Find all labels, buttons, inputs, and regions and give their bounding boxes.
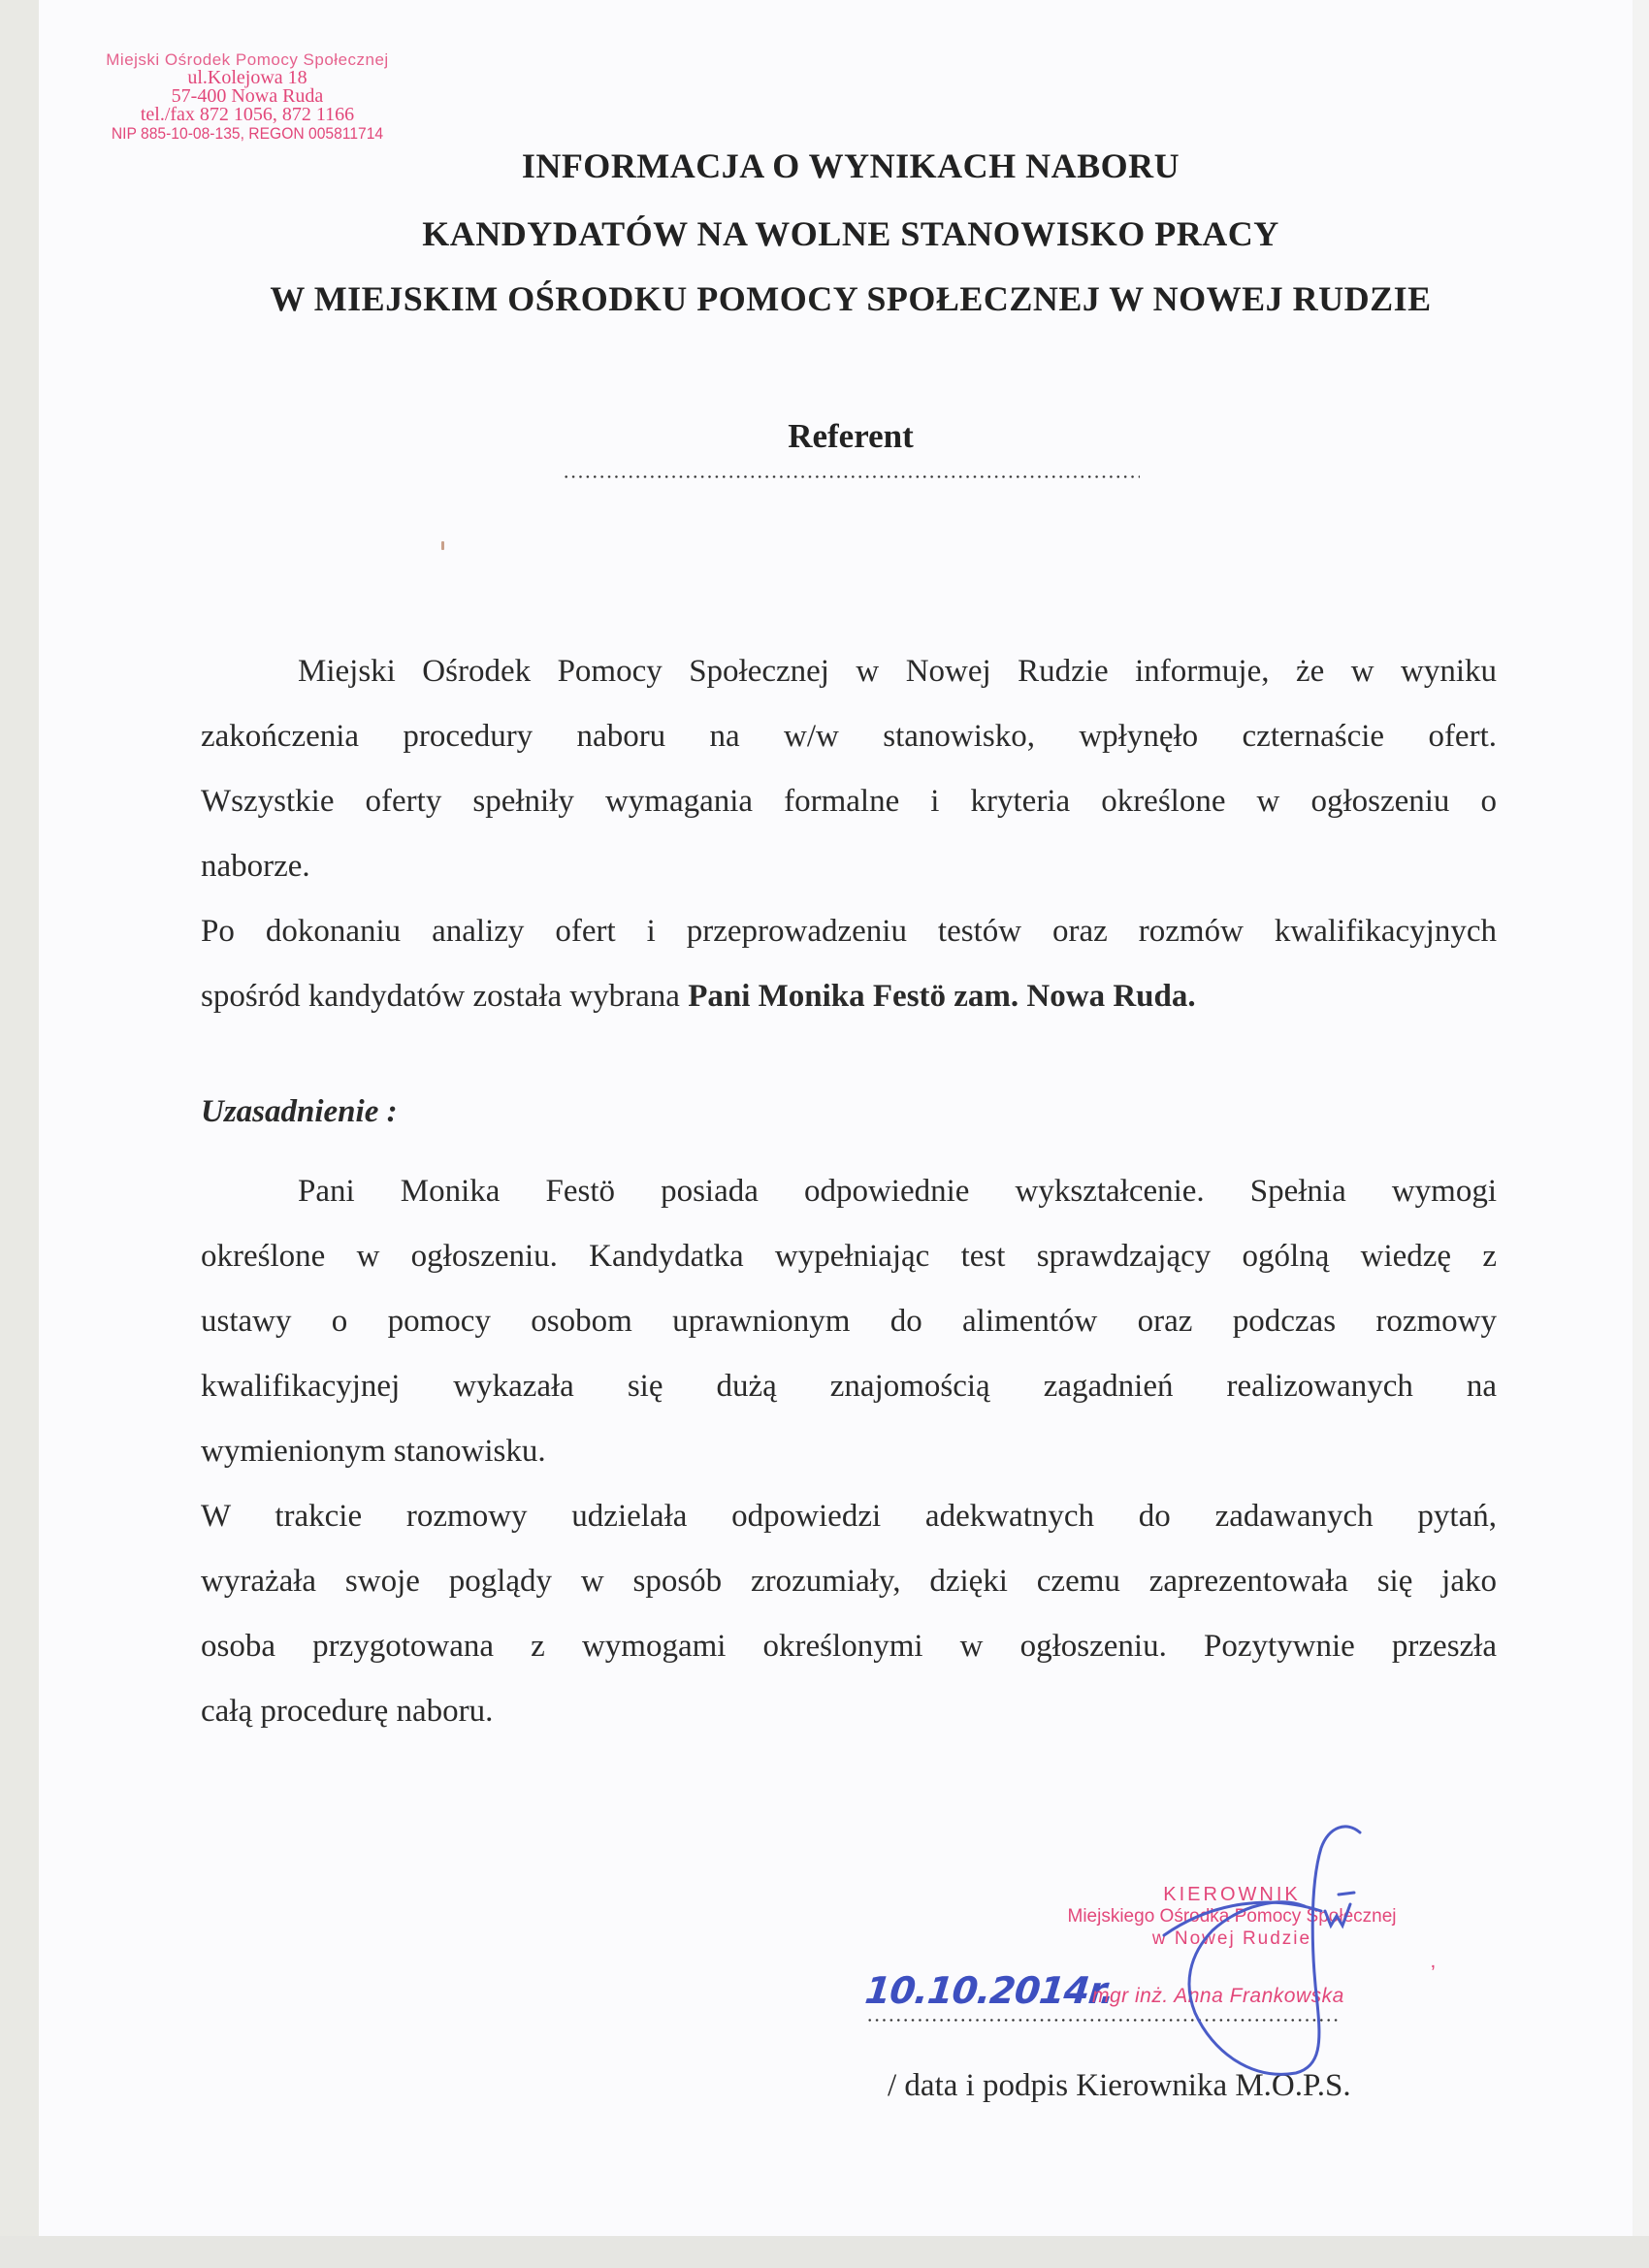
director-stamp-org: Miejskiego Ośrodka Pomocy Społecznej: [1067, 1906, 1397, 1927]
document-title-line-1: INFORMACJA O WYNIKACH NABORU: [521, 146, 1180, 185]
paragraph-line: Miejski Ośrodek Pomocy Społecznej w Nowej Rudzie informuje, że w wyniku: [298, 654, 1497, 689]
director-stamp-city: w Nowej Rudzie: [1151, 1928, 1312, 1949]
paragraph-line: kwalifikacyjnej wykazała się dużą znajomością zagadnień realizowanych na: [201, 1369, 1497, 1404]
document-title-line-2: KANDYDATÓW NA WOLNE STANOWISKO PRACY: [422, 214, 1279, 253]
paragraph-line: Po dokonaniu analizy ofert i przeprowadzeniu testów oraz rozmów kwalifikacyjnych: [201, 914, 1497, 949]
paragraph-line: Pani Monika Festö posiada odpowiednie wykształcenie. Spełnia wymogi: [298, 1174, 1497, 1209]
document-title-line-3: W MIEJSKIM OŚRODKU POMOCY SPOŁECZNEJ W NOWEJ RUDZIE: [270, 279, 1432, 318]
justification-heading: Uzasadnienie :: [201, 1094, 398, 1129]
director-name-stamp: mgr inż. Anna Frankowska: [1092, 1985, 1344, 2007]
scan-edge-right: [1633, 0, 1649, 2268]
selected-candidate: Pani Monika Festö zam. Nowa Ruda.: [688, 979, 1196, 1014]
selection-text: spośród kandydatów została wybrana: [201, 979, 689, 1014]
scan-edge-bottom: [0, 2236, 1649, 2268]
stamp-tax-ids: NIP 885-10-08-135, REGON 005811714: [111, 124, 384, 143]
paragraph-line: naborze.: [201, 849, 310, 884]
paragraph-line: zakończenia procedury naboru na w/w stanowisko, wpłynęło czternaście ofert.: [201, 719, 1497, 754]
stamp-institution-name: Miejski Ośrodek Pomocy Społecznej: [106, 50, 389, 69]
signature-stroke: [1164, 1902, 1321, 1935]
paragraph-line: określone w ogłoszeniu. Kandydatka wypełniając test sprawdzający ogólną wiedzę z: [201, 1239, 1497, 1274]
signature-loop: [1189, 1827, 1360, 2074]
paragraph-line: osoba przygotowana z wymogami określonymi w ogłoszeniu. Pozytywnie przeszła: [201, 1629, 1497, 1664]
paragraph-line: Wszystkie oferty spełniły wymagania formalne i kryteria określone w ogłoszeniu o: [201, 784, 1497, 819]
paragraph-line: wymienionym stanowisku.: [201, 1434, 546, 1469]
director-stamp-title: KIEROWNIK: [1163, 1884, 1301, 1905]
stamp-street: ul.Kolejowa 18: [187, 67, 307, 88]
paragraph-line: W trakcie rozmowy udzielała odpowiedzi adekwatnych do zadawanych pytań,: [201, 1499, 1497, 1534]
position-dotted-line: [563, 475, 1140, 478]
paragraph-line: wyrażała swoje poglądy w sposób zrozumiały, dzięki czemu zaprezentowała się jako: [201, 1564, 1497, 1599]
institution-stamp: [68, 50, 427, 143]
stamp-ink-mark: ʼ: [1431, 1961, 1436, 1986]
signature-initials: [1325, 1893, 1354, 1926]
justification-paragraph: [201, 1159, 1497, 1744]
signature-caption: / data i podpis Kierownika M.O.P.S.: [888, 2068, 1351, 2103]
handwritten-signature: [1106, 1819, 1397, 2081]
paragraph-line: ustawy o pomocy osobom uprawnionym do alimentów oraz podczas rozmowy: [201, 1304, 1497, 1339]
paragraph-line-selected-candidate: [201, 964, 1497, 1029]
paragraph-line: całą procedurę naboru.: [201, 1694, 494, 1729]
scan-speck: [441, 541, 444, 550]
position-name: Referent: [788, 417, 914, 455]
announcement-paragraph: [201, 639, 1497, 1029]
stamp-city: 57-400 Nowa Ruda: [171, 85, 324, 107]
handwritten-date: 10.10.2014r.: [862, 1969, 1116, 2012]
stamp-phone: tel./fax 872 1056, 872 1166: [140, 104, 355, 125]
